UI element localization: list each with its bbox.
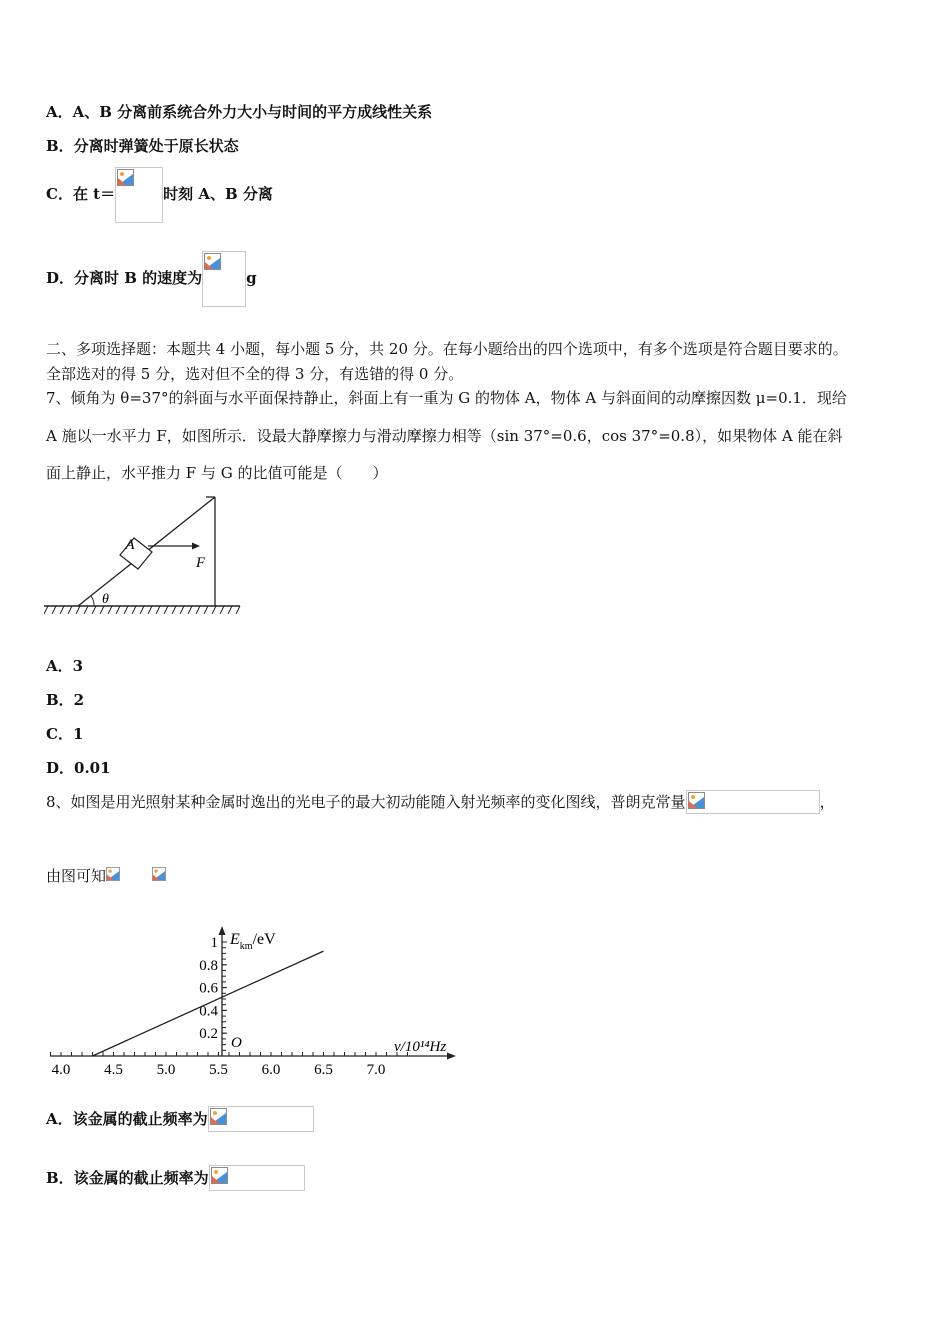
formula-image (202, 251, 246, 307)
q8-option-a-label: A．该金属的截止频率为 (46, 1110, 208, 1128)
q6-option-a: A．A、B 分离前系统合外力大小与时间的平方成线性关系 (46, 103, 433, 121)
y-axis-label: $E_{km}/eV$ (230, 931, 276, 952)
x-tick-label: 5.0 (156, 1062, 176, 1078)
formula-image (106, 864, 120, 888)
q6-option-c (46, 166, 273, 224)
broken-image-icon (117, 169, 134, 186)
formula-image (209, 1165, 305, 1191)
q7-option: B．2 (46, 691, 85, 709)
photoelectric-chart (44, 920, 474, 1085)
q7-option: D．0.01 (46, 759, 111, 777)
x-tick-label: 4.5 (104, 1062, 123, 1078)
q7-line2: A 施以一水平力 F，如图所示．设最大静摩擦力与滑动摩擦力相等（sin 37°=0.6，cos 37°=0.8），如果物体 A 能在斜 (46, 427, 843, 445)
origin-label: O (231, 1035, 242, 1051)
x-tick-label: 4.0 (51, 1062, 71, 1078)
q8-line2-text: 由图可知 (46, 867, 107, 885)
formula-image (686, 790, 820, 814)
y-tick-label: 0.8 (199, 957, 218, 974)
q6-option-c-suffix: 时刻 A、B 分离 (163, 185, 273, 203)
x-tick-label: 6.0 (261, 1062, 281, 1078)
q6-option-d (46, 250, 257, 308)
x-axis-label: ν/10¹⁴Hz (394, 1039, 447, 1055)
broken-image-icon (211, 1167, 228, 1184)
incline-figure (44, 494, 244, 624)
q7-option: A．3 (46, 657, 84, 675)
block-a-label: A (125, 537, 135, 553)
x-tick-label: 7.0 (366, 1062, 386, 1078)
formula-image (208, 1106, 314, 1132)
q8-option-b (46, 1165, 305, 1191)
broken-image-icon (688, 792, 705, 809)
q7-option: C．1 (46, 725, 84, 743)
y-tick-label: 1 (210, 935, 218, 951)
broken-image-icon (152, 864, 166, 884)
broken-image-icon (106, 864, 120, 884)
y-tick-label: 0.2 (199, 1026, 218, 1043)
q8-line1-prefix: 8、如图是用光照射某种金属时逸出的光电子的最大初动能随入射光频率的变化图线，普朗克常量 (46, 793, 686, 811)
section2-line2: 全部选对的得 5 分，选对但不全的得 3 分，有选错的得 0 分。 (46, 365, 464, 383)
q7-line1: 7、倾角为 θ=37°的斜面与水平面保持静止，斜面上有一重为 G 的物体 A，物体 A 与斜面间的动摩擦因数 μ=0.1．现给 (46, 389, 847, 407)
q8-line2 (46, 864, 166, 888)
force-label: F (196, 555, 206, 571)
y-axis-arrowhead (219, 926, 226, 935)
force-arrowhead (192, 543, 200, 550)
q6-option-d-suffix: g (246, 269, 257, 287)
y-tick-label: 0.6 (199, 980, 218, 997)
angle-label: θ (102, 592, 109, 607)
section2-line1: 二、多项选择题：本题共 4 小题，每小题 5 分，共 20 分。在每小题给出的四个选项中，有多个选项是符合题目要求的。 (46, 340, 848, 358)
y-tick-label: 0.4 (199, 1003, 218, 1020)
q8-line1-suffix: ， (819, 793, 835, 811)
ground-hatching (44, 606, 240, 614)
broken-image-icon (204, 253, 221, 270)
formula-image (115, 167, 163, 223)
q6-option-b: B．分离时弹簧处于原长状态 (46, 137, 239, 155)
angle-arc (91, 596, 94, 606)
broken-image-icon (210, 1108, 227, 1125)
q8-line1 (46, 790, 835, 814)
q6-option-c-prefix: C．在 t＝ (46, 185, 116, 203)
formula-image (152, 864, 166, 888)
x-axis-arrowhead (447, 1053, 456, 1060)
q6-option-d-prefix: D．分离时 B 的速度为 (46, 269, 203, 287)
q8-option-a (46, 1106, 314, 1132)
x-tick-label: 6.5 (314, 1062, 333, 1078)
x-tick-label: 5.5 (209, 1062, 228, 1078)
q7-line3: 面上静止，水平推力 F 与 G 的比值可能是（ ） (46, 464, 388, 482)
q8-option-b-label: B．该金属的截止频率为 (46, 1169, 209, 1187)
